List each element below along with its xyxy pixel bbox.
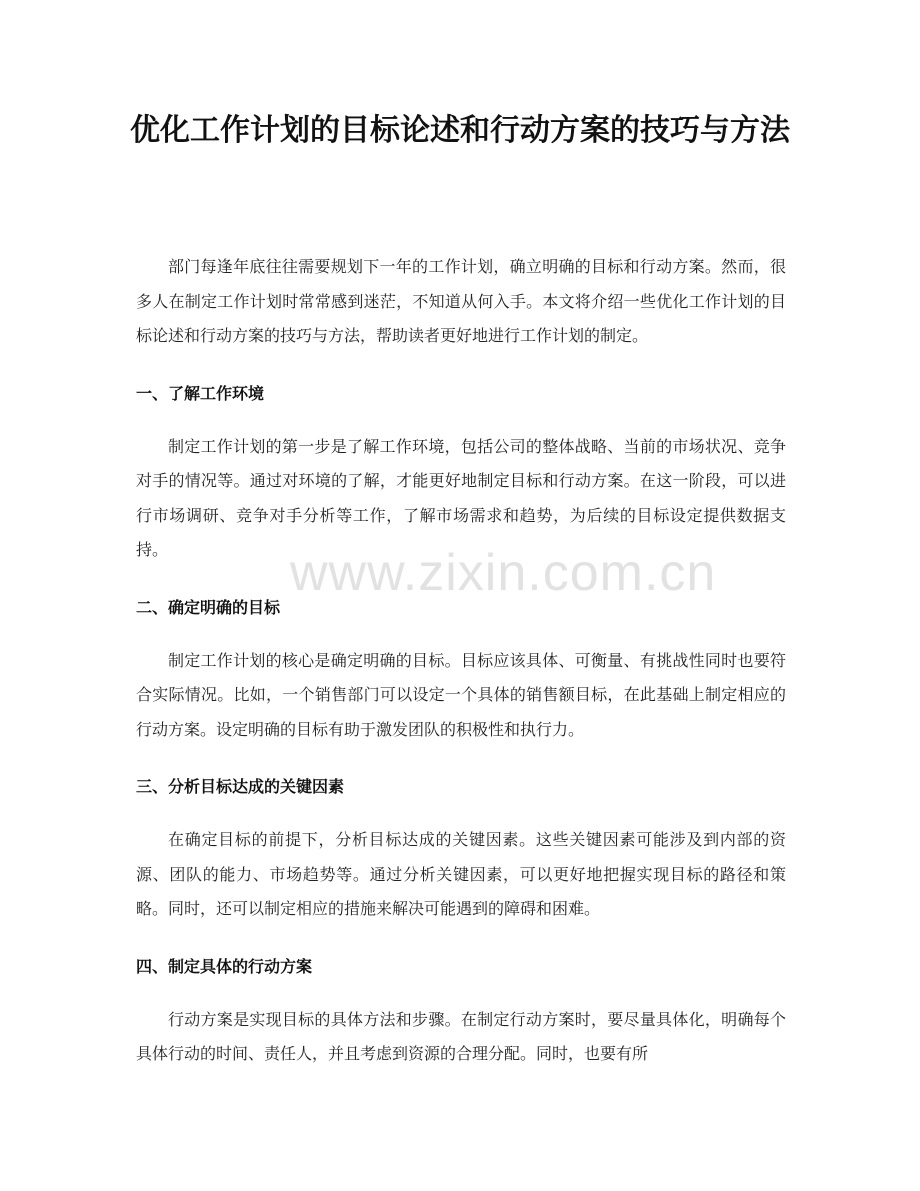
section-1 — [136, 380, 786, 568]
section-paragraph: 行动方案是实现目标的具体方法和步骤。在制定行动方案时，要尽量具体化，明确每个具体行动的时间、责任人，并且考虑到资源的合理分配。同时，也要有所 — [136, 1009, 786, 1063]
document-title: 优化工作计划的目标论述和行动方案的技巧与方法 — [130, 113, 790, 148]
watermark: www.zixin.com.cn — [290, 544, 717, 602]
section-heading: 四、制定具体的行动方案 — [136, 956, 313, 976]
section-4 — [136, 953, 786, 1072]
section-2 — [136, 594, 786, 748]
section-paragraph: 制定工作计划的核心是确定明确的目标。目标应该具体、可衡量、有挑战性同时也要符合实际情况。比如，一个销售部门可以设定一个具体的销售额目标，在此基础上制定相应的行动方案。设定明确的目标有助于激发团队的积极性和执行力。 — [136, 650, 786, 739]
section-heading: 一、了解工作环境 — [136, 383, 265, 403]
intro-paragraph: 部门每逢年底往往需要规划下一年的工作计划，确立明确的目标和行动方案。然而，很多人在制定工作计划时常常感到迷茫，不知道从何入手。本文将介绍一些优化工作计划的目标论述和行动方案的技巧与方法，帮助读者更好地进行工作计划的制定。 — [136, 257, 786, 345]
section-heading: 二、确定明确的目标 — [136, 597, 281, 617]
section-heading: 三、分析目标达成的关键因素 — [136, 777, 345, 796]
document-body — [136, 250, 786, 1098]
section-paragraph: 制定工作计划的第一步是了解工作环境，包括公司的整体战略、当前的市场状况、竞争对手的情况等。通过对环境的了解，才能更好地制定目标和行动方案。在这一阶段，可以进行市场调研、竞争对手分析等工作，了解市场需求和趋势，为后续的目标设定提供数据支持。 — [136, 436, 786, 559]
section-3 — [136, 773, 786, 927]
section-paragraph: 在确定目标的前提下，分析目标达成的关键因素。这些关键因素可能涉及到内部的资源、团队的能力、市场趋势等。通过分析关键因素，可以更好地把握实现目标的路径和策略。同时，还可以制定相应的措施来解决可能遇到的障碍和困难。 — [136, 830, 786, 918]
